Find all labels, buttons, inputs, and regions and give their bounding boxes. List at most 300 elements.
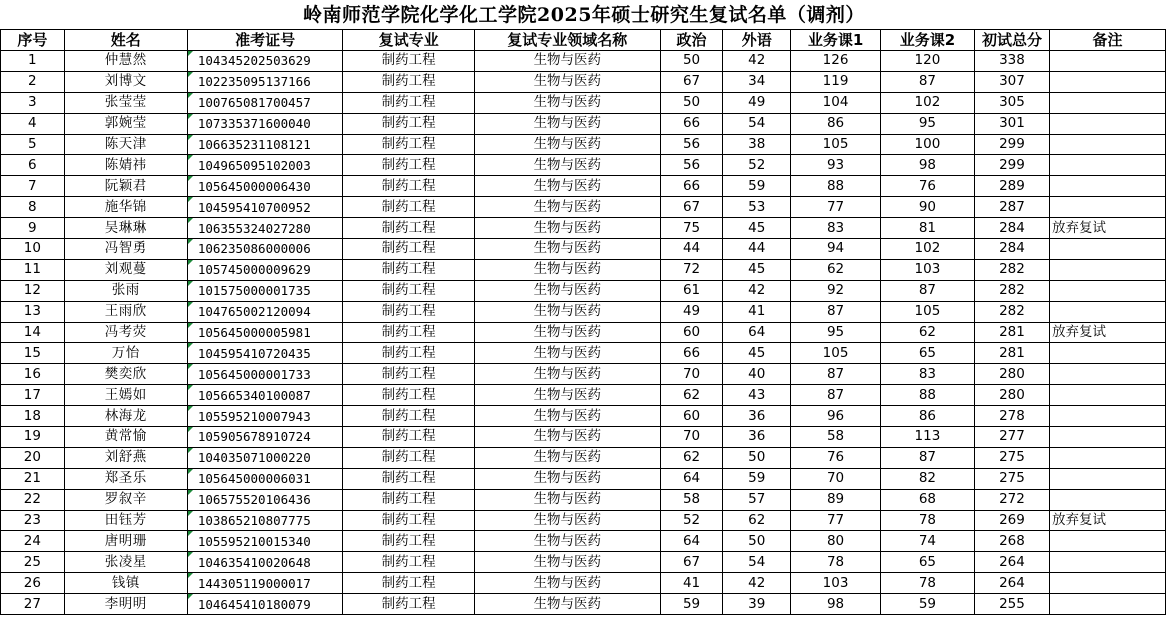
exam-id-cell[interactable]: 106235086000006 bbox=[187, 239, 343, 260]
total-cell[interactable]: 280 bbox=[974, 364, 1049, 385]
foreign-lang-cell[interactable]: 42 bbox=[723, 280, 791, 301]
remark-cell[interactable]: 放弃复试 bbox=[1050, 322, 1166, 343]
total-cell[interactable]: 281 bbox=[974, 343, 1049, 364]
remark-cell[interactable]: 放弃复试 bbox=[1050, 510, 1166, 531]
foreign-lang-cell[interactable]: 39 bbox=[723, 594, 791, 615]
course1-cell[interactable]: 126 bbox=[791, 51, 881, 72]
major-cell[interactable]: 制药工程 bbox=[343, 113, 475, 134]
total-cell[interactable]: 284 bbox=[974, 239, 1049, 260]
politics-cell[interactable]: 50 bbox=[660, 51, 723, 72]
course1-cell[interactable]: 58 bbox=[791, 427, 881, 448]
exam-id-cell[interactable]: 104645410180079 bbox=[187, 594, 343, 615]
course2-cell[interactable]: 105 bbox=[880, 301, 974, 322]
course2-cell[interactable]: 102 bbox=[880, 239, 974, 260]
name-cell[interactable]: 刘观蔓 bbox=[64, 259, 187, 280]
field-cell[interactable]: 生物与医药 bbox=[474, 594, 660, 615]
field-cell[interactable]: 生物与医药 bbox=[474, 301, 660, 322]
course2-cell[interactable]: 98 bbox=[880, 155, 974, 176]
course1-cell[interactable]: 93 bbox=[791, 155, 881, 176]
course1-cell[interactable]: 96 bbox=[791, 406, 881, 427]
exam-id-cell[interactable]: 105665340100087 bbox=[187, 385, 343, 406]
field-cell[interactable]: 生物与医药 bbox=[474, 71, 660, 92]
total-cell[interactable]: 307 bbox=[974, 71, 1049, 92]
politics-cell[interactable]: 58 bbox=[660, 489, 723, 510]
foreign-lang-cell[interactable]: 54 bbox=[723, 552, 791, 573]
total-cell[interactable]: 264 bbox=[974, 573, 1049, 594]
foreign-lang-cell[interactable]: 43 bbox=[723, 385, 791, 406]
field-cell[interactable]: 生物与医药 bbox=[474, 427, 660, 448]
exam-id-cell[interactable]: 104965095102003 bbox=[187, 155, 343, 176]
name-cell[interactable]: 王嫣如 bbox=[64, 385, 187, 406]
major-cell[interactable]: 制药工程 bbox=[343, 447, 475, 468]
exam-id-cell[interactable]: 104635410020648 bbox=[187, 552, 343, 573]
name-cell[interactable]: 陈天津 bbox=[64, 134, 187, 155]
remark-cell[interactable] bbox=[1050, 427, 1166, 448]
exam-id-cell[interactable]: 105645000006430 bbox=[187, 176, 343, 197]
exam-id-cell[interactable]: 105645000001733 bbox=[187, 364, 343, 385]
remark-cell[interactable] bbox=[1050, 113, 1166, 134]
table-row bbox=[1, 51, 1166, 72]
total-cell[interactable]: 299 bbox=[974, 155, 1049, 176]
field-cell[interactable]: 生物与医药 bbox=[474, 531, 660, 552]
seq-cell[interactable]: 14 bbox=[1, 322, 65, 343]
major-cell[interactable]: 制药工程 bbox=[343, 155, 475, 176]
total-cell[interactable]: 255 bbox=[974, 594, 1049, 615]
course1-cell[interactable]: 119 bbox=[791, 71, 881, 92]
seq-cell[interactable]: 26 bbox=[1, 573, 65, 594]
course1-cell[interactable]: 76 bbox=[791, 447, 881, 468]
exam-id-cell[interactable]: 104345202503629 bbox=[187, 51, 343, 72]
course1-cell[interactable]: 88 bbox=[791, 176, 881, 197]
total-cell[interactable]: 280 bbox=[974, 385, 1049, 406]
seq-cell[interactable]: 15 bbox=[1, 343, 65, 364]
seq-cell[interactable]: 20 bbox=[1, 447, 65, 468]
foreign-lang-cell[interactable]: 45 bbox=[723, 218, 791, 239]
seq-cell[interactable]: 6 bbox=[1, 155, 65, 176]
field-cell[interactable]: 生物与医药 bbox=[474, 134, 660, 155]
politics-cell[interactable]: 70 bbox=[660, 364, 723, 385]
foreign-lang-cell[interactable]: 52 bbox=[723, 155, 791, 176]
course2-cell[interactable]: 103 bbox=[880, 259, 974, 280]
foreign-lang-cell[interactable]: 53 bbox=[723, 197, 791, 218]
foreign-lang-cell[interactable]: 40 bbox=[723, 364, 791, 385]
name-cell[interactable]: 吴琳琳 bbox=[64, 218, 187, 239]
course2-cell[interactable]: 59 bbox=[880, 594, 974, 615]
exam-id-cell[interactable]: 105595210007943 bbox=[187, 406, 343, 427]
field-cell[interactable]: 生物与医药 bbox=[474, 113, 660, 134]
name-cell[interactable]: 张凌星 bbox=[64, 552, 187, 573]
seq-cell[interactable]: 4 bbox=[1, 113, 65, 134]
remark-cell[interactable] bbox=[1050, 489, 1166, 510]
field-cell[interactable]: 生物与医药 bbox=[474, 239, 660, 260]
course2-cell[interactable]: 87 bbox=[880, 447, 974, 468]
course2-cell[interactable]: 90 bbox=[880, 197, 974, 218]
seq-cell[interactable]: 27 bbox=[1, 594, 65, 615]
course2-cell[interactable]: 76 bbox=[880, 176, 974, 197]
total-cell[interactable]: 305 bbox=[974, 92, 1049, 113]
remark-cell[interactable] bbox=[1050, 280, 1166, 301]
course1-cell[interactable]: 77 bbox=[791, 510, 881, 531]
total-cell[interactable]: 287 bbox=[974, 197, 1049, 218]
name-cell[interactable]: 钱镇 bbox=[64, 573, 187, 594]
exam-id-cell[interactable]: 105595210015340 bbox=[187, 531, 343, 552]
foreign-lang-cell[interactable]: 44 bbox=[723, 239, 791, 260]
seq-cell[interactable]: 7 bbox=[1, 176, 65, 197]
exam-id-cell[interactable]: 104765002120094 bbox=[187, 301, 343, 322]
total-cell[interactable]: 289 bbox=[974, 176, 1049, 197]
politics-cell[interactable]: 60 bbox=[660, 406, 723, 427]
politics-cell[interactable]: 62 bbox=[660, 447, 723, 468]
field-cell[interactable]: 生物与医药 bbox=[474, 197, 660, 218]
course2-cell[interactable]: 81 bbox=[880, 218, 974, 239]
major-cell[interactable]: 制药工程 bbox=[343, 364, 475, 385]
course2-cell[interactable]: 113 bbox=[880, 427, 974, 448]
foreign-lang-cell[interactable]: 42 bbox=[723, 51, 791, 72]
course1-cell[interactable]: 87 bbox=[791, 364, 881, 385]
course2-cell[interactable]: 100 bbox=[880, 134, 974, 155]
field-cell[interactable]: 生物与医药 bbox=[474, 280, 660, 301]
course1-cell[interactable]: 87 bbox=[791, 301, 881, 322]
foreign-lang-cell[interactable]: 59 bbox=[723, 468, 791, 489]
remark-cell[interactable] bbox=[1050, 197, 1166, 218]
seq-cell[interactable]: 3 bbox=[1, 92, 65, 113]
exam-id-cell[interactable]: 105645000005981 bbox=[187, 322, 343, 343]
course1-cell[interactable]: 78 bbox=[791, 552, 881, 573]
course1-cell[interactable]: 80 bbox=[791, 531, 881, 552]
field-cell[interactable]: 生物与医药 bbox=[474, 447, 660, 468]
course2-cell[interactable]: 87 bbox=[880, 280, 974, 301]
major-cell[interactable]: 制药工程 bbox=[343, 92, 475, 113]
field-cell[interactable]: 生物与医药 bbox=[474, 259, 660, 280]
total-cell[interactable]: 272 bbox=[974, 489, 1049, 510]
field-cell[interactable]: 生物与医药 bbox=[474, 489, 660, 510]
field-cell[interactable]: 生物与医药 bbox=[474, 176, 660, 197]
remark-cell[interactable] bbox=[1050, 594, 1166, 615]
politics-cell[interactable]: 66 bbox=[660, 343, 723, 364]
seq-cell[interactable]: 16 bbox=[1, 364, 65, 385]
field-cell[interactable]: 生物与医药 bbox=[474, 322, 660, 343]
remark-cell[interactable] bbox=[1050, 51, 1166, 72]
course1-cell[interactable]: 103 bbox=[791, 573, 881, 594]
course1-cell[interactable]: 98 bbox=[791, 594, 881, 615]
major-cell[interactable]: 制药工程 bbox=[343, 531, 475, 552]
foreign-lang-cell[interactable]: 36 bbox=[723, 406, 791, 427]
politics-cell[interactable]: 52 bbox=[660, 510, 723, 531]
seq-cell[interactable]: 2 bbox=[1, 71, 65, 92]
exam-id-cell[interactable]: 105645000006031 bbox=[187, 468, 343, 489]
exam-id-cell[interactable]: 104035071000220 bbox=[187, 447, 343, 468]
total-cell[interactable]: 299 bbox=[974, 134, 1049, 155]
major-cell[interactable]: 制药工程 bbox=[343, 301, 475, 322]
foreign-lang-cell[interactable]: 45 bbox=[723, 259, 791, 280]
foreign-lang-cell[interactable]: 50 bbox=[723, 447, 791, 468]
name-cell[interactable]: 樊奕欣 bbox=[64, 364, 187, 385]
table-row bbox=[1, 239, 1166, 260]
field-cell[interactable]: 生物与医药 bbox=[474, 385, 660, 406]
course2-cell[interactable]: 83 bbox=[880, 364, 974, 385]
seq-cell[interactable]: 8 bbox=[1, 197, 65, 218]
field-cell[interactable]: 生物与医药 bbox=[474, 552, 660, 573]
foreign-lang-cell[interactable]: 50 bbox=[723, 531, 791, 552]
remark-cell[interactable] bbox=[1050, 239, 1166, 260]
politics-cell[interactable]: 61 bbox=[660, 280, 723, 301]
seq-cell[interactable]: 19 bbox=[1, 427, 65, 448]
course2-cell[interactable]: 62 bbox=[880, 322, 974, 343]
major-cell[interactable]: 制药工程 bbox=[343, 280, 475, 301]
seq-cell[interactable]: 13 bbox=[1, 301, 65, 322]
remark-cell[interactable] bbox=[1050, 71, 1166, 92]
foreign-lang-cell[interactable]: 59 bbox=[723, 176, 791, 197]
remark-cell[interactable] bbox=[1050, 531, 1166, 552]
major-cell[interactable]: 制药工程 bbox=[343, 197, 475, 218]
exam-id-cell[interactable]: 101575000001735 bbox=[187, 280, 343, 301]
remark-cell[interactable] bbox=[1050, 552, 1166, 573]
foreign-lang-cell[interactable]: 42 bbox=[723, 573, 791, 594]
politics-cell[interactable]: 59 bbox=[660, 594, 723, 615]
total-cell[interactable]: 282 bbox=[974, 259, 1049, 280]
politics-cell[interactable]: 62 bbox=[660, 385, 723, 406]
total-cell[interactable]: 275 bbox=[974, 447, 1049, 468]
total-cell[interactable]: 264 bbox=[974, 552, 1049, 573]
course1-cell[interactable]: 77 bbox=[791, 197, 881, 218]
name-cell[interactable]: 万怡 bbox=[64, 343, 187, 364]
total-cell[interactable]: 284 bbox=[974, 218, 1049, 239]
foreign-lang-cell[interactable]: 45 bbox=[723, 343, 791, 364]
field-cell[interactable]: 生物与医药 bbox=[474, 92, 660, 113]
field-cell[interactable]: 生物与医药 bbox=[474, 468, 660, 489]
politics-cell[interactable]: 44 bbox=[660, 239, 723, 260]
name-cell[interactable]: 刘舒燕 bbox=[64, 447, 187, 468]
total-cell[interactable]: 338 bbox=[974, 51, 1049, 72]
seq-cell[interactable]: 23 bbox=[1, 510, 65, 531]
course2-cell[interactable]: 102 bbox=[880, 92, 974, 113]
name-cell[interactable]: 冯考荧 bbox=[64, 322, 187, 343]
foreign-lang-cell[interactable]: 49 bbox=[723, 92, 791, 113]
course1-cell[interactable]: 70 bbox=[791, 468, 881, 489]
exam-id-cell[interactable]: 106575520106436 bbox=[187, 489, 343, 510]
major-cell[interactable]: 制药工程 bbox=[343, 176, 475, 197]
major-cell[interactable]: 制药工程 bbox=[343, 468, 475, 489]
major-cell[interactable]: 制药工程 bbox=[343, 343, 475, 364]
remark-cell[interactable] bbox=[1050, 92, 1166, 113]
course2-cell[interactable]: 95 bbox=[880, 113, 974, 134]
major-cell[interactable]: 制药工程 bbox=[343, 239, 475, 260]
course2-cell[interactable]: 65 bbox=[880, 552, 974, 573]
total-cell[interactable]: 282 bbox=[974, 280, 1049, 301]
seq-cell[interactable]: 10 bbox=[1, 239, 65, 260]
foreign-lang-cell[interactable]: 54 bbox=[723, 113, 791, 134]
field-cell[interactable]: 生物与医药 bbox=[474, 406, 660, 427]
course2-cell[interactable]: 88 bbox=[880, 385, 974, 406]
politics-cell[interactable]: 60 bbox=[660, 322, 723, 343]
course2-cell[interactable]: 68 bbox=[880, 489, 974, 510]
seq-cell[interactable]: 22 bbox=[1, 489, 65, 510]
politics-cell[interactable]: 67 bbox=[660, 197, 723, 218]
seq-cell[interactable]: 5 bbox=[1, 134, 65, 155]
politics-cell[interactable]: 50 bbox=[660, 92, 723, 113]
course1-cell[interactable]: 95 bbox=[791, 322, 881, 343]
exam-id-cell[interactable]: 105905678910724 bbox=[187, 427, 343, 448]
major-cell[interactable]: 制药工程 bbox=[343, 385, 475, 406]
col-seq-header: 序号 bbox=[1, 30, 65, 51]
course1-cell[interactable]: 87 bbox=[791, 385, 881, 406]
major-cell[interactable]: 制药工程 bbox=[343, 594, 475, 615]
total-cell[interactable]: 275 bbox=[974, 468, 1049, 489]
politics-cell[interactable]: 75 bbox=[660, 218, 723, 239]
field-cell[interactable]: 生物与医药 bbox=[474, 573, 660, 594]
foreign-lang-cell[interactable]: 57 bbox=[723, 489, 791, 510]
name-cell[interactable]: 罗叙辛 bbox=[64, 489, 187, 510]
politics-cell[interactable]: 56 bbox=[660, 134, 723, 155]
foreign-lang-cell[interactable]: 38 bbox=[723, 134, 791, 155]
major-cell[interactable]: 制药工程 bbox=[343, 134, 475, 155]
name-cell[interactable]: 施华锦 bbox=[64, 197, 187, 218]
seq-cell[interactable]: 1 bbox=[1, 51, 65, 72]
politics-cell[interactable]: 66 bbox=[660, 113, 723, 134]
foreign-lang-cell[interactable]: 41 bbox=[723, 301, 791, 322]
course2-cell[interactable]: 65 bbox=[880, 343, 974, 364]
course1-cell[interactable]: 86 bbox=[791, 113, 881, 134]
major-cell[interactable]: 制药工程 bbox=[343, 322, 475, 343]
name-cell[interactable]: 唐明珊 bbox=[64, 531, 187, 552]
remark-cell[interactable] bbox=[1050, 468, 1166, 489]
major-cell[interactable]: 制药工程 bbox=[343, 427, 475, 448]
politics-cell[interactable]: 56 bbox=[660, 155, 723, 176]
total-cell[interactable]: 282 bbox=[974, 301, 1049, 322]
exam-id-cell[interactable]: 103865210807775 bbox=[187, 510, 343, 531]
exam-id-cell[interactable]: 144305119000017 bbox=[187, 573, 343, 594]
field-cell[interactable]: 生物与医药 bbox=[474, 510, 660, 531]
name-cell[interactable]: 田钰芳 bbox=[64, 510, 187, 531]
name-cell[interactable]: 张莹莹 bbox=[64, 92, 187, 113]
course1-cell[interactable]: 89 bbox=[791, 489, 881, 510]
course2-cell[interactable]: 78 bbox=[880, 510, 974, 531]
seq-cell[interactable]: 21 bbox=[1, 468, 65, 489]
foreign-lang-cell[interactable]: 36 bbox=[723, 427, 791, 448]
seq-cell[interactable]: 17 bbox=[1, 385, 65, 406]
remark-cell[interactable] bbox=[1050, 447, 1166, 468]
seq-cell[interactable]: 25 bbox=[1, 552, 65, 573]
foreign-lang-cell[interactable]: 64 bbox=[723, 322, 791, 343]
politics-cell[interactable]: 41 bbox=[660, 573, 723, 594]
foreign-lang-cell[interactable]: 62 bbox=[723, 510, 791, 531]
course2-cell[interactable]: 86 bbox=[880, 406, 974, 427]
total-cell[interactable]: 269 bbox=[974, 510, 1049, 531]
seq-cell[interactable]: 24 bbox=[1, 531, 65, 552]
name-cell[interactable]: 李明明 bbox=[64, 594, 187, 615]
exam-id-cell[interactable]: 106635231108121 bbox=[187, 134, 343, 155]
name-cell[interactable]: 郑圣乐 bbox=[64, 468, 187, 489]
total-cell[interactable]: 277 bbox=[974, 427, 1049, 448]
seq-cell[interactable]: 12 bbox=[1, 280, 65, 301]
course2-cell[interactable]: 82 bbox=[880, 468, 974, 489]
name-cell[interactable]: 刘博文 bbox=[64, 71, 187, 92]
total-cell[interactable]: 281 bbox=[974, 322, 1049, 343]
name-cell[interactable]: 王雨欣 bbox=[64, 301, 187, 322]
name-cell[interactable]: 冯智勇 bbox=[64, 239, 187, 260]
remark-cell[interactable] bbox=[1050, 406, 1166, 427]
total-cell[interactable]: 268 bbox=[974, 531, 1049, 552]
seq-cell[interactable]: 11 bbox=[1, 259, 65, 280]
course1-cell[interactable]: 105 bbox=[791, 343, 881, 364]
politics-cell[interactable]: 67 bbox=[660, 552, 723, 573]
politics-cell[interactable]: 64 bbox=[660, 531, 723, 552]
field-cell[interactable]: 生物与医药 bbox=[474, 364, 660, 385]
remark-cell[interactable] bbox=[1050, 155, 1166, 176]
course1-cell[interactable]: 105 bbox=[791, 134, 881, 155]
seq-cell[interactable]: 18 bbox=[1, 406, 65, 427]
exam-id-cell[interactable]: 104595410720435 bbox=[187, 343, 343, 364]
exam-id-cell[interactable]: 104595410700952 bbox=[187, 197, 343, 218]
exam-id-cell[interactable]: 106355324027280 bbox=[187, 218, 343, 239]
total-cell[interactable]: 301 bbox=[974, 113, 1049, 134]
course2-cell[interactable]: 78 bbox=[880, 573, 974, 594]
course2-cell[interactable]: 120 bbox=[880, 51, 974, 72]
name-cell[interactable]: 郭婉莹 bbox=[64, 113, 187, 134]
remark-cell[interactable] bbox=[1050, 134, 1166, 155]
remark-cell[interactable] bbox=[1050, 259, 1166, 280]
field-cell[interactable]: 生物与医药 bbox=[474, 155, 660, 176]
exam-id-cell[interactable]: 105745000009629 bbox=[187, 259, 343, 280]
name-cell[interactable]: 仲慧然 bbox=[64, 51, 187, 72]
exam-id-cell[interactable]: 100765081700457 bbox=[187, 92, 343, 113]
exam-id-cell[interactable]: 102235095137166 bbox=[187, 71, 343, 92]
politics-cell[interactable]: 66 bbox=[660, 176, 723, 197]
major-cell[interactable]: 制药工程 bbox=[343, 218, 475, 239]
name-cell[interactable]: 黄常愉 bbox=[64, 427, 187, 448]
field-cell[interactable]: 生物与医药 bbox=[474, 343, 660, 364]
remark-cell[interactable] bbox=[1050, 176, 1166, 197]
total-cell[interactable]: 278 bbox=[974, 406, 1049, 427]
exam-id-cell[interactable]: 107335371600040 bbox=[187, 113, 343, 134]
major-cell[interactable]: 制药工程 bbox=[343, 552, 475, 573]
remark-cell[interactable] bbox=[1050, 343, 1166, 364]
major-cell[interactable]: 制药工程 bbox=[343, 51, 475, 72]
remark-cell[interactable] bbox=[1050, 573, 1166, 594]
name-cell[interactable]: 陈婧祎 bbox=[64, 155, 187, 176]
course2-cell[interactable]: 87 bbox=[880, 71, 974, 92]
field-cell[interactable]: 生物与医药 bbox=[474, 51, 660, 72]
course1-cell[interactable]: 62 bbox=[791, 259, 881, 280]
course1-cell[interactable]: 92 bbox=[791, 280, 881, 301]
course1-cell[interactable]: 83 bbox=[791, 218, 881, 239]
remark-cell[interactable] bbox=[1050, 364, 1166, 385]
name-cell[interactable]: 阮颖君 bbox=[64, 176, 187, 197]
course2-cell[interactable]: 74 bbox=[880, 531, 974, 552]
major-cell[interactable]: 制药工程 bbox=[343, 71, 475, 92]
major-cell[interactable]: 制药工程 bbox=[343, 259, 475, 280]
politics-cell[interactable]: 67 bbox=[660, 71, 723, 92]
politics-cell[interactable]: 72 bbox=[660, 259, 723, 280]
major-cell[interactable]: 制药工程 bbox=[343, 406, 475, 427]
foreign-lang-cell[interactable]: 34 bbox=[723, 71, 791, 92]
remark-cell[interactable] bbox=[1050, 301, 1166, 322]
seq-cell[interactable]: 9 bbox=[1, 218, 65, 239]
politics-cell[interactable]: 70 bbox=[660, 427, 723, 448]
major-cell[interactable]: 制药工程 bbox=[343, 489, 475, 510]
remark-cell[interactable] bbox=[1050, 385, 1166, 406]
course1-cell[interactable]: 104 bbox=[791, 92, 881, 113]
name-cell[interactable]: 林海龙 bbox=[64, 406, 187, 427]
course1-cell[interactable]: 94 bbox=[791, 239, 881, 260]
major-cell[interactable]: 制药工程 bbox=[343, 510, 475, 531]
name-cell[interactable]: 张雨 bbox=[64, 280, 187, 301]
remark-cell[interactable]: 放弃复试 bbox=[1050, 218, 1166, 239]
major-cell[interactable]: 制药工程 bbox=[343, 573, 475, 594]
field-cell[interactable]: 生物与医药 bbox=[474, 218, 660, 239]
politics-cell[interactable]: 49 bbox=[660, 301, 723, 322]
politics-cell[interactable]: 64 bbox=[660, 468, 723, 489]
